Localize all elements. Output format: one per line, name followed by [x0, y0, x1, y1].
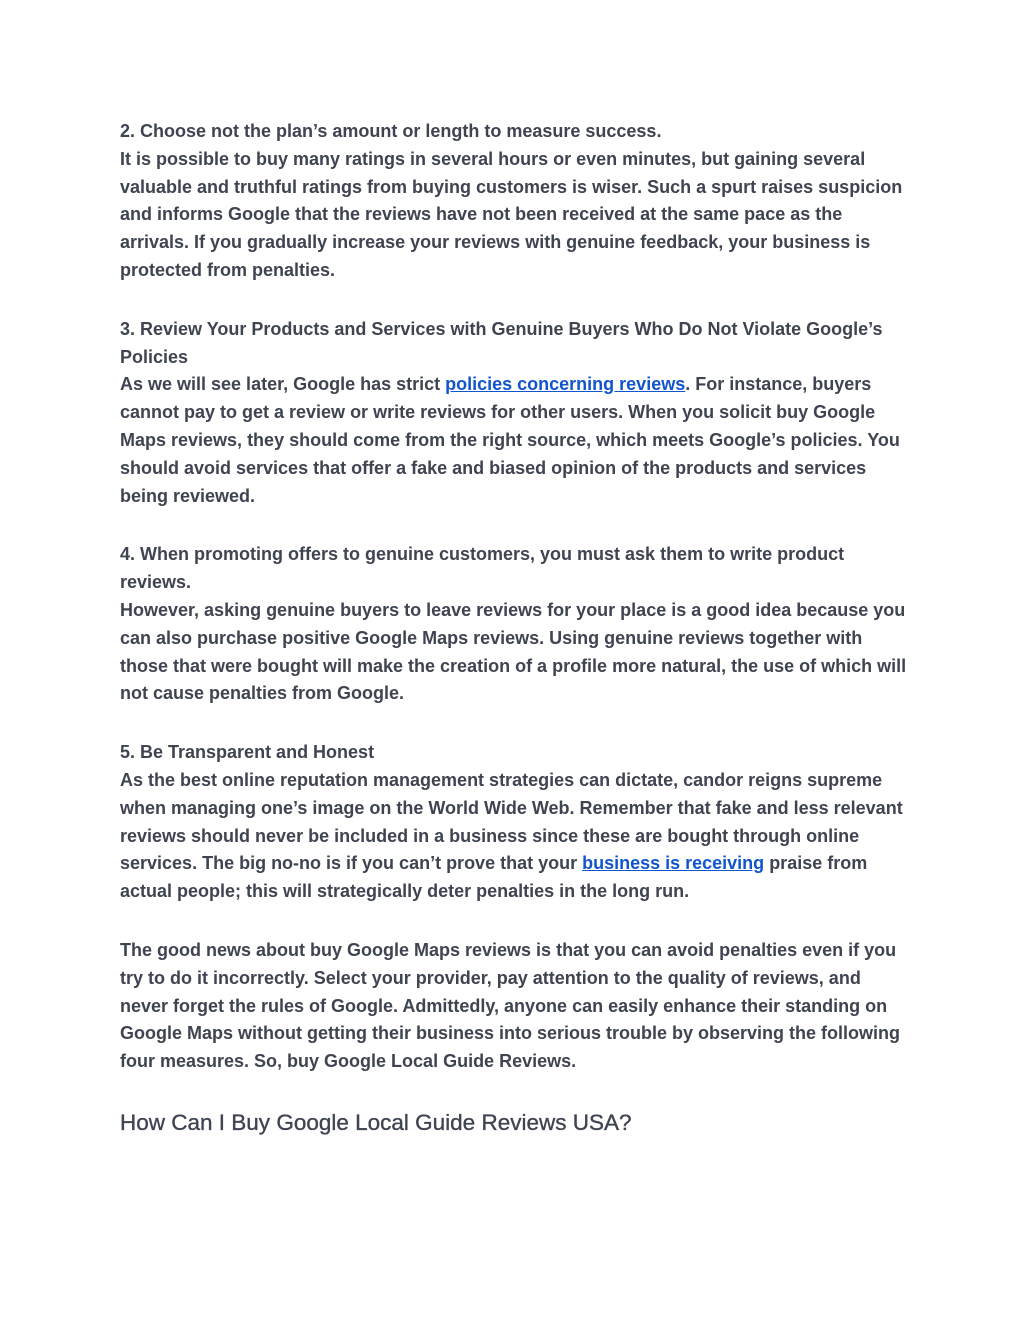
- section-5: [120, 739, 910, 906]
- section-body: It is possible to buy many ratings in several hours or even minutes, but gaining several valuable and truthful ratings from buying customers is wiser. Such a spurt raises suspicion and informs Google that the reviews have not been received at the same pace as the arrivals. If you gradually increase your reviews with genuine feedback, your business is protected from penalties.: [120, 148, 903, 280]
- closing-paragraph: [120, 937, 910, 1076]
- section-heading: 4. When promoting offers to genuine customers, you must ask them to write product reviews.: [120, 544, 845, 593]
- body-text: . For instance, buyers cannot pay to get a review or write reviews for other users. When you solicit buy Google Maps reviews, they should come from the right source, which meets Google’s policies. You should avoid services that offer a fake and biased opinion of the products and services being reviewed.: [120, 374, 900, 506]
- section-heading: 2. Choose not the plan’s amount or length to measure success.: [120, 121, 662, 141]
- document-page: [120, 118, 910, 1139]
- section-4: [120, 541, 910, 708]
- body-text: As the best online reputation management strategies can dictate, candor reigns supreme when managing one’s image on the World Wide Web. Remember that fake and less relevant reviews should never be included in a business since these are bought through online services. The big no-no is if you can’t prove that your: [120, 769, 903, 874]
- business-link[interactable]: business is receiving: [582, 853, 765, 874]
- section-heading: 3. Review Your Products and Services with Genuine Buyers Who Do Not Violate Google’s Policies: [120, 318, 883, 367]
- closing-text: The good news about buy Google Maps reviews is that you can avoid penalties even if you try to do it incorrectly. Select your provider, pay attention to the quality of reviews, and never forget the rules of Google. Admittedly, anyone can easily enhance their standing on Google Maps without getting their business into serious trouble by observing the following four measures. So, buy Google Local Guide Reviews.: [120, 939, 901, 1072]
- section-3: [120, 316, 910, 511]
- section-title: How Can I Buy Google Local Guide Reviews USA?: [120, 1109, 632, 1135]
- section-body: [120, 767, 910, 906]
- section-body: However, asking genuine buyers to leave reviews for your place is a good idea because you can also purchase positive Google Maps reviews. Using genuine reviews together with those that were bought will make the creation of a profile more natural, the use of which will not cause penalties from Google.: [120, 599, 907, 704]
- body-text: As we will see later, Google has strict: [120, 374, 446, 395]
- section-2: [120, 118, 910, 285]
- section-body: [120, 371, 910, 510]
- policies-link[interactable]: policies concerning reviews: [445, 374, 686, 395]
- section-heading: 5. Be Transparent and Honest: [120, 742, 375, 763]
- body-text: praise from actual people; this will strategically deter penalties in the long run.: [120, 853, 868, 902]
